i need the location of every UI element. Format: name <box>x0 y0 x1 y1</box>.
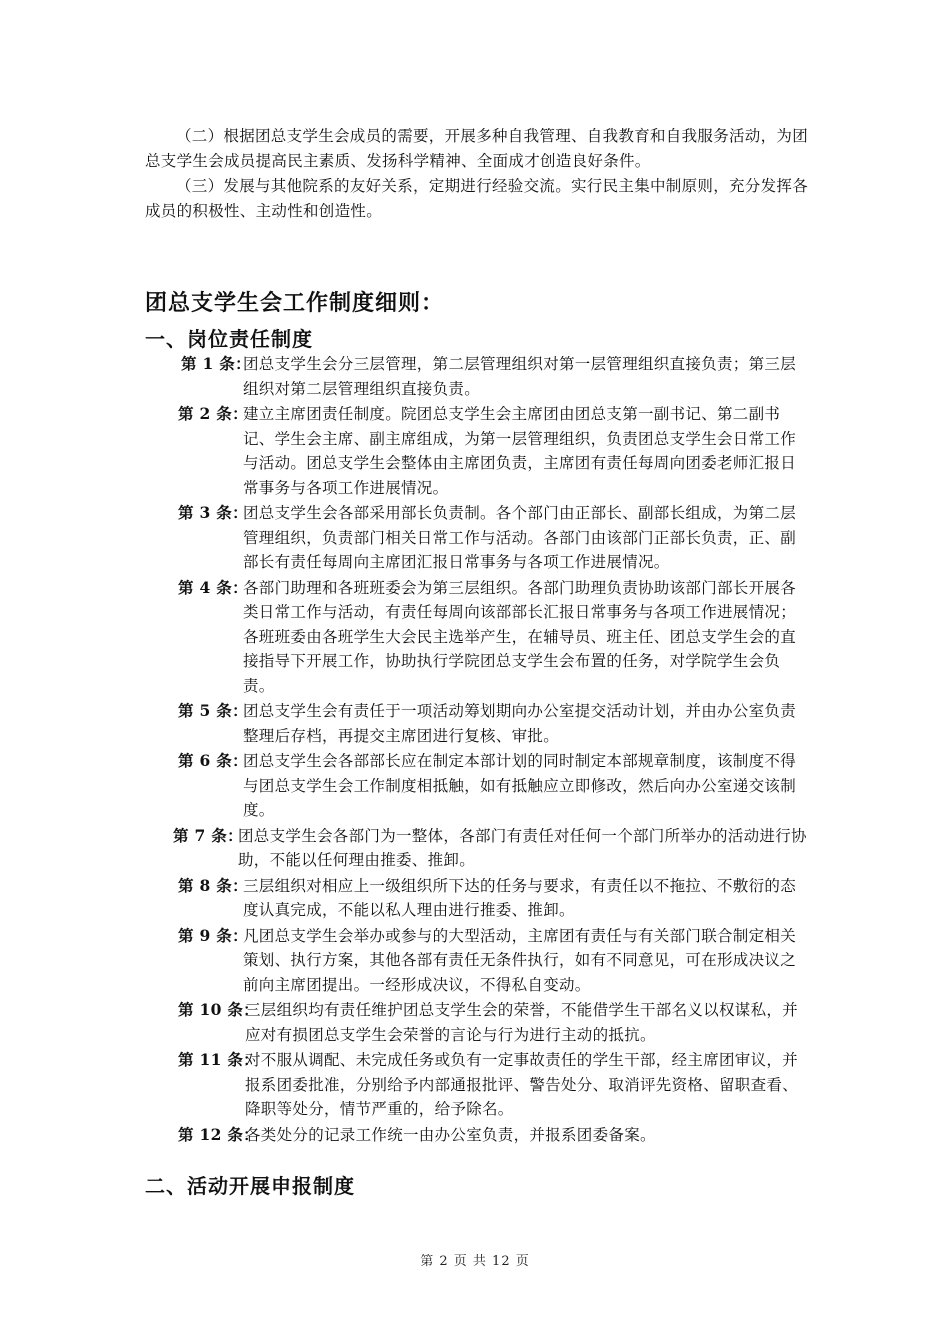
article-label: 第 5 条： <box>178 701 248 720</box>
article-12 <box>0 1123 950 1148</box>
article-4 <box>0 576 950 699</box>
article-7 <box>0 824 950 873</box>
article-3 <box>0 501 950 575</box>
article-text: 三层组织均有责任维护团总支学生会的荣誉，不能借学生干部名义以权谋私，并应对有损团总支学生会荣誉的言论与行为进行主动的抵抗。 <box>245 1001 799 1044</box>
article-text: 团总支学生会各部采用部长负责制。各个部门由正部长、副部长组成，为第二层管理组织，负责部门相关日常工作与活动。各部门由该部门正部长负责，正、副部长有责任每周向主席团汇报日常事务与各项工作进展情况。 <box>243 504 797 571</box>
article-label: 第 12 条： <box>178 1124 259 1144</box>
main-heading: 团总支学生会工作制度细则： <box>145 291 445 316</box>
article-text: 凡团总支学生会举办或参与的大型活动，主席团有责任与有关部门联合制定相关策划、执行方案，其他各部有责任无条件执行，如有不同意见，可在形成决议之前向主席团提出。一经形成决议，不得私自变动。 <box>243 926 797 994</box>
article-9 <box>0 924 950 998</box>
article-text: 建立主席团责任制度。院团总支学生会主席团由团总支第一副书记、第二副书记、学生会主席、副主席组成，为第一层管理组织，负责团总支学生会日常工作与活动。团总支学生会整体由主席团负责，主席团有责任每周向团委老师汇报日常事务与各项工作进展情况。 <box>243 405 797 497</box>
page-footer: 第 2 页 共 12 页 <box>420 1254 530 1269</box>
article-text: 团总支学生会分三层管理，第二层管理组织对第一层管理组织直接负责；第三层组织对第二层管理组织直接负责。 <box>243 355 797 398</box>
article-label: 第 7 条： <box>173 825 243 845</box>
article-2 <box>0 402 950 500</box>
intro-paragraph-3: （三）发展与其他院系的友好关系，定期进行经验交流。实行民主集中制原则，充分发挥各成员的积极性、主动性和创造性。 <box>145 177 809 220</box>
article-list <box>0 352 950 1148</box>
article-6 <box>0 749 950 823</box>
article-11 <box>0 1048 950 1122</box>
article-10 <box>0 998 950 1047</box>
article-text: 团总支学生会各部部长应在制定本部计划的同时制定本部规章制度，该制度不得与团总支学生会工作制度相抵触，如有抵触应立即修改，然后向办公室递交该制度。 <box>243 752 797 819</box>
intro-paragraph-2: （二）根据团总支学生会成员的需要，开展多种自我管理、自我教育和自我服务活动，为团总支学生会成员提高民主素质、发扬科学精神、全面成才创造良好条件。 <box>145 127 809 170</box>
article-label: 第 10 条： <box>178 1000 259 1019</box>
article-text: 各部门助理和各班班委会为第三层组织。各部门助理负责协助该部门部长开展各类日常工作与活动，有责任每周向该部部长汇报日常事务与各项工作进展情况；各班班委由各班学生大会民主选举产生，在辅导员、班主任、团总支学生会的直接指导下开展工作，协助执行学院团总支学生会布置的任务，对学院学生会负责。 <box>243 578 797 695</box>
article-text: 团总支学生会有责任于一项活动筹划期向办公室提交活动计划，并由办公室负责整理后存档，再提交主席团进行复核、审批。 <box>243 702 797 745</box>
article-text: 对不服从调配、未完成任务或负有一定事故责任的学生干部，经主席团审议，并报系团委批准，分别给予内部通报批评、警告处分、取消评先资格、留职查看、降职等处分，情节严重的，给予除名。 <box>245 1051 799 1118</box>
article-label: 第 2 条： <box>178 404 248 423</box>
article-text: 团总支学生会各部门为一整体，各部门有责任对任何一个部门所举办的活动进行协助，不能以任何理由推委、推卸。 <box>238 826 807 869</box>
article-label: 第 4 条： <box>178 577 248 597</box>
article-label: 第 8 条： <box>178 875 248 895</box>
article-label: 第 9 条： <box>178 925 248 945</box>
section-heading-1: 一、岗位责任制度 <box>145 327 313 351</box>
section-heading-2: 二、活动开展申报制度 <box>145 1174 355 1198</box>
article-5 <box>0 699 950 748</box>
article-text: 三层组织对相应上一级组织所下达的任务与要求，有责任以不拖拉、不敷衍的态度认真完成，不能以私人理由进行推委、推卸。 <box>243 876 797 919</box>
article-label: 第 6 条： <box>178 751 248 770</box>
article-1 <box>0 352 950 401</box>
article-8 <box>0 874 950 923</box>
article-text: 各类处分的记录工作统一由办公室负责，并报系团委备案。 <box>245 1125 656 1144</box>
article-label: 第 3 条： <box>178 503 248 522</box>
article-label: 第 1 条： <box>181 354 251 373</box>
article-label: 第 11 条： <box>178 1050 259 1069</box>
